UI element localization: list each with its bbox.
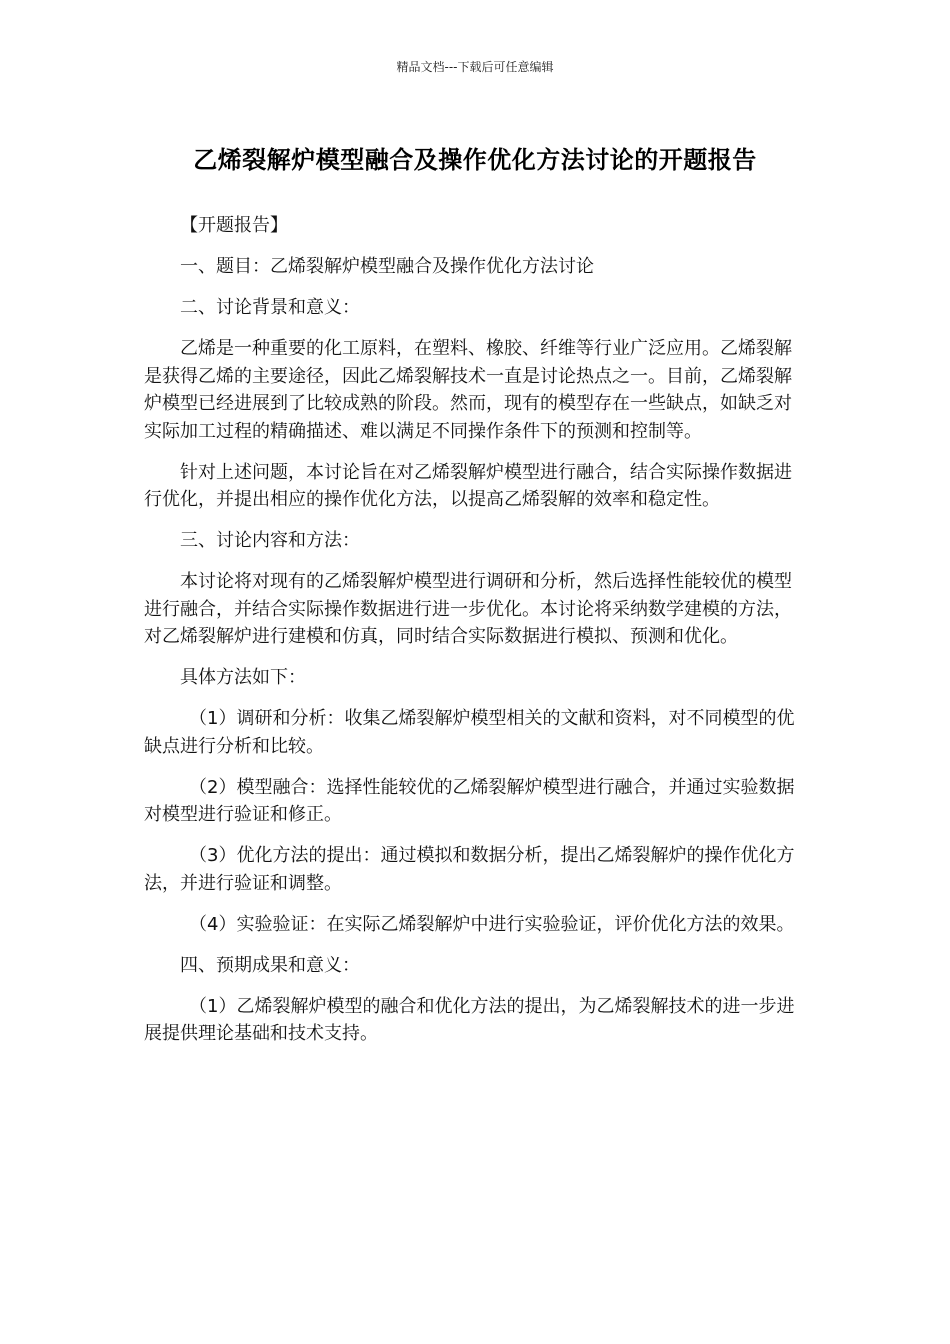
methods-intro: 具体方法如下：	[180, 667, 306, 688]
content-paragraph: 本讨论将对现有的乙烯裂解炉模型进行调研和分析，然后选择性能较优的模型进行融合，并结合实际操作数据进行进一步优化。本讨论将采纳数学建模的方法，对乙烯裂解炉进行建模和仿真，同时结合实际数据进行模拟、预测和优化。	[144, 571, 792, 647]
method-item: （1）调研和分析：收集乙烯裂解炉模型相关的文献和资料，对不同模型的优缺点进行分析和比较。	[144, 708, 795, 757]
document-title: 乙烯裂解炉模型融合及操作优化方法讨论的开题报告	[193, 146, 757, 174]
method-item: （3）优化方法的提出：通过模拟和数据分析，提出乙烯裂解炉的操作优化方法，并进行验证和调整。	[144, 845, 795, 894]
method-item: （4）实验验证：在实际乙烯裂解炉中进行实验验证，评价优化方法的效果。	[189, 913, 795, 935]
outcomes-heading: 四、预期成果和意义：	[180, 954, 360, 976]
section-label: 【开题报告】	[180, 215, 288, 236]
background-heading: 二、讨论背景和意义：	[180, 297, 360, 318]
header-note: 精品文档---下载后可任意编辑	[396, 60, 554, 74]
outcome-item: （1）乙烯裂解炉模型的融合和优化方法的提出，为乙烯裂解技术的进一步进展提供理论基础和技术支持。	[144, 995, 795, 1044]
document-body	[144, 212, 806, 1061]
topic-heading: 一、题目：乙烯裂解炉模型融合及操作优化方法讨论	[180, 256, 594, 277]
background-paragraph: 针对上述问题，本讨论旨在对乙烯裂解炉模型进行融合，结合实际操作数据进行优化，并提出相应的操作优化方法，以提高乙烯裂解的效率和稳定性。	[144, 461, 792, 510]
method-item: （2）模型融合：选择性能较优的乙烯裂解炉模型进行融合，并通过实验数据对模型进行验证和修正。	[144, 776, 795, 825]
background-paragraph: 乙烯是一种重要的化工原料，在塑料、橡胶、纤维等行业广泛应用。乙烯裂解是获得乙烯的主要途径，因此乙烯裂解技术一直是讨论热点之一。目前，乙烯裂解炉模型已经进展到了比较成熟的阶段。然而，现有的模型存在一些缺点，如缺乏对实际加工过程的精确描述、难以满足不同操作条件下的预测和控制等。	[144, 338, 792, 442]
content-heading: 三、讨论内容和方法：	[180, 530, 360, 551]
